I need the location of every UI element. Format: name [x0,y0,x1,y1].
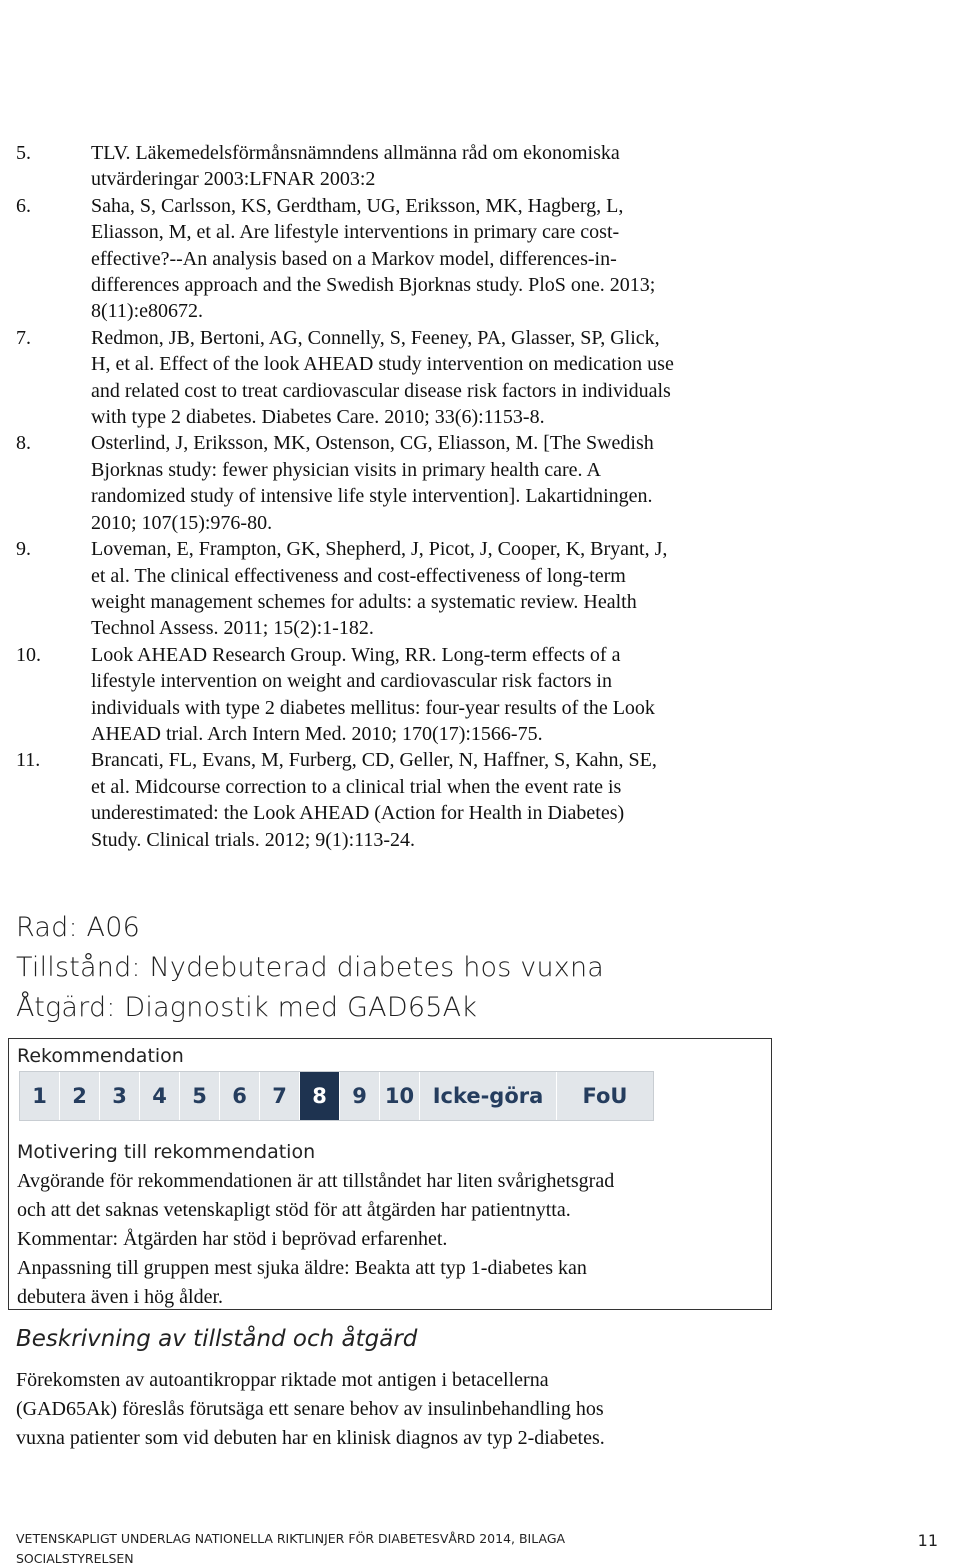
reference-line: Bjorknas study: fewer physician visits in primary health care. A [91,458,601,481]
reference-line: Redmon, JB, Bertoni, AG, Connelly, S, Feeney, PA, Glasser, SP, Glick, [91,326,660,349]
scale-cell: 8 [300,1072,340,1120]
footer-title: VETENSKAPLIGT UNDERLAG NATIONELLA RIKTLINJER FÖR DIABETESVÅRD 2014, BILAGA [16,1531,566,1546]
reference-line: individuals with type 2 diabetes mellitus: four-year results of the Look [91,696,655,719]
scale-cell: 4 [140,1072,180,1120]
action-heading: Åtgärd: Diagnostik med GAD65Ak [16,992,478,1023]
recommendation-scale [19,1071,654,1121]
reference-line: 2010; 107(15):976-80. [91,511,273,534]
reference-line: Eliasson, M, et al. Are lifestyle interventions in primary care cost- [91,221,620,244]
reference-line: Saha, S, Carlsson, KS, Gerdtham, UG, Eriksson, MK, Hagberg, L, [91,194,624,217]
reference-number: 8. [16,432,31,455]
reference-number: 6. [16,194,31,217]
reference-line: Technol Assess. 2011; 15(2):1-182. [91,617,374,640]
reference-line: H, et al. Effect of the look AHEAD study intervention on medication use [91,353,674,376]
reference-line: underestimated: the Look AHEAD (Action for Health in Diabetes) [91,802,625,825]
reference-line: differences approach and the Swedish Bjorknas study. PloS one. 2013; [91,274,656,297]
reference-item [16,325,776,431]
reference-item [16,642,776,748]
reference-line: Loveman, E, Frampton, GK, Shepherd, J, Picot, J, Cooper, K, Bryant, J, [91,538,668,561]
reference-line: et al. Midcourse correction to a clinical trial when the event rate is [91,775,622,798]
reference-line: Osterlind, J, Eriksson, MK, Ostenson, CG, Eliasson, M. [The Swedish [91,432,654,455]
row-id-heading: Rad: A06 [16,912,140,943]
reference-item [16,747,776,853]
description-line: (GAD65Ak) föreslås förutsäga ett senare behov av insulinbehandling hos [16,1398,604,1420]
scale-cell: 3 [100,1072,140,1120]
reference-line: and related cost to treat cardiovascular disease risk factors in individuals [91,379,671,402]
reference-number: 10. [16,643,41,666]
motivation-line: debutera även i hög ålder. [17,1286,224,1308]
reference-line: utvärderingar 2003:LFNAR 2003:2 [91,168,376,191]
reference-line: with type 2 diabetes. Diabetes Care. 2010; 33(6):1153-8. [91,406,545,429]
motivation-line: Avgörande för rekommendationen är att tillståndet har liten svårighetsgrad [17,1170,615,1192]
scale-cell: 6 [220,1072,260,1120]
description-line: vuxna patienter som vid debuten har en klinisk diagnos av typ 2-diabetes. [16,1427,605,1449]
description-line: Förekomsten av autoantikroppar riktade mot antigen i betacellerna [16,1369,549,1391]
motivation-text [17,1167,762,1312]
scale-cell: 2 [60,1072,100,1120]
reference-number: 7. [16,326,31,349]
reference-item [16,193,776,325]
scale-cell: 9 [340,1072,380,1120]
description-heading: Beskrivning av tillstånd och åtgärd [16,1326,418,1352]
reference-line: randomized study of intensive life style intervention]. Lakartidningen. [91,485,653,508]
reference-item [16,536,776,642]
reference-number: 5. [16,142,31,164]
description-text [16,1366,756,1453]
scale-cell: 5 [180,1072,220,1120]
reference-list [16,140,776,853]
motivation-line: Anpassning till gruppen mest sjuka äldre: Beakta att typ 1-diabetes kan [17,1257,587,1279]
scale-cell: 10 [380,1072,420,1120]
reference-line: et al. The clinical effectiveness and cost-effectiveness of long-term [91,564,626,587]
reference-line: TLV. Läkemedelsförmånsnämndens allmänna råd om ekonomiska [91,142,620,164]
reference-line: weight management schemes for adults: a systematic review. Health [91,590,637,613]
reference-line: Brancati, FL, Evans, M, Furberg, CD, Geller, N, Haffner, S, Kahn, SE, [91,749,657,772]
reference-line: effective?--An analysis based on a Markov model, differences-in- [91,247,617,270]
recommendation-label: Rekommendation [17,1045,184,1067]
reference-item [16,140,776,193]
motivation-heading: Motivering till rekommendation [17,1141,316,1163]
footer-org: SOCIALSTYRELSEN [16,1551,134,1566]
scale-cell: 7 [260,1072,300,1120]
condition-heading: Tillstånd: Nydebuterad diabetes hos vuxna [16,952,605,983]
scale-cell: Icke-göra [420,1072,557,1120]
reference-number: 9. [16,538,31,561]
motivation-line: Kommentar: Åtgärden har stöd i beprövad erfarenhet. [17,1228,448,1250]
page-number: 11 [917,1531,938,1550]
motivation-line: och att det saknas vetenskapligt stöd för att åtgärden har patientnytta. [17,1199,571,1221]
reference-line: lifestyle intervention on weight and cardiovascular risk factors in [91,670,612,693]
reference-line: Study. Clinical trials. 2012; 9(1):113-24. [91,828,416,851]
scale-cell: 1 [20,1072,60,1120]
reference-line: 8(11):e80672. [91,300,204,323]
reference-line: AHEAD trial. Arch Intern Med. 2010; 170(17):1566-75. [91,722,543,745]
reference-number: 11. [16,749,41,772]
recommendation-box [8,1038,772,1310]
reference-line: Look AHEAD Research Group. Wing, RR. Long-term effects of a [91,643,621,666]
reference-item [16,430,776,536]
scale-cell: FoU [582,1084,628,1108]
